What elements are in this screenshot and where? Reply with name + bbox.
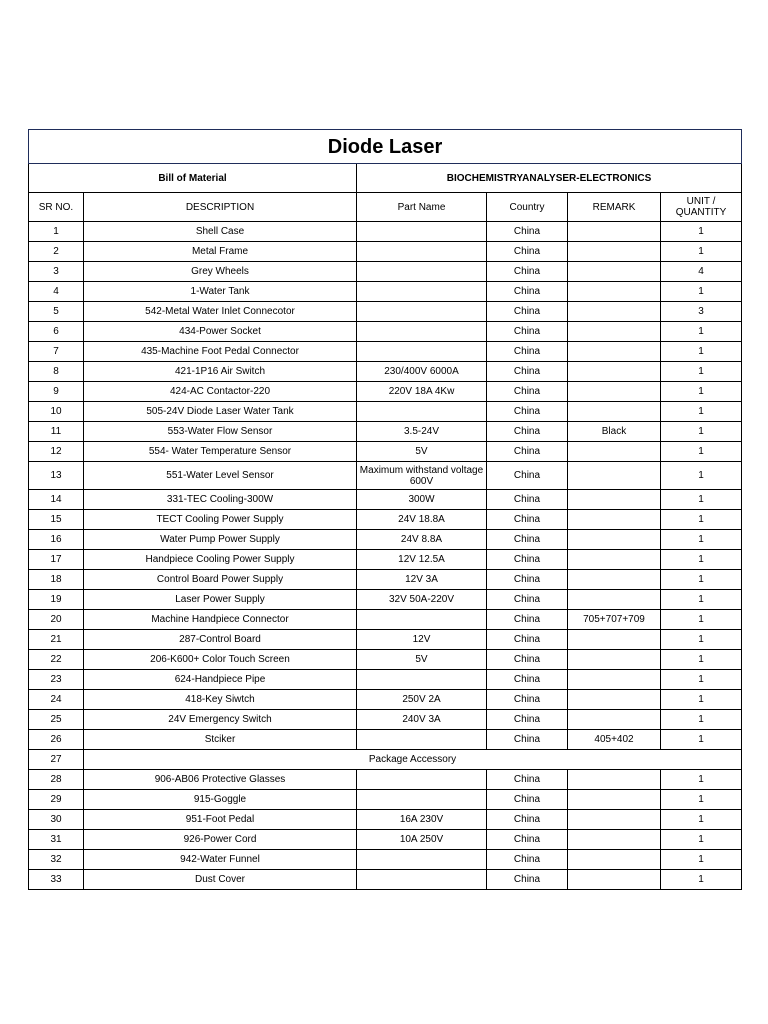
cell-part-name bbox=[357, 770, 487, 790]
cell-description: 418-Key Siwtch bbox=[84, 690, 357, 710]
cell-sr-no: 24 bbox=[29, 690, 84, 710]
cell-description: 951-Foot Pedal bbox=[84, 810, 357, 830]
cell-country: China bbox=[487, 570, 568, 590]
table-row bbox=[29, 262, 742, 282]
table-row bbox=[29, 690, 742, 710]
cell-part-name: 24V 8.8A bbox=[357, 530, 487, 550]
cell-sr-no: 14 bbox=[29, 490, 84, 510]
table-row bbox=[29, 510, 742, 530]
cell-description: 906-AB06 Protective Glasses bbox=[84, 770, 357, 790]
header-remark: REMARK bbox=[568, 193, 661, 222]
table-row bbox=[29, 462, 742, 490]
cell-part-name: 230/400V 6000A bbox=[357, 362, 487, 382]
cell-description: 24V Emergency Switch bbox=[84, 710, 357, 730]
cell-description: 434-Power Socket bbox=[84, 322, 357, 342]
cell-sr-no: 23 bbox=[29, 670, 84, 690]
bom-value: BIOCHEMISTRYANALYSER-ELECTRONICS bbox=[357, 164, 742, 193]
cell-remark bbox=[568, 650, 661, 670]
cell-part-name: 220V 18A 4Kw bbox=[357, 382, 487, 402]
cell-part-name bbox=[357, 262, 487, 282]
cell-quantity: 1 bbox=[661, 530, 742, 550]
cell-country: China bbox=[487, 590, 568, 610]
cell-remark bbox=[568, 222, 661, 242]
cell-description: Control Board Power Supply bbox=[84, 570, 357, 590]
cell-description: 551-Water Level Sensor bbox=[84, 462, 357, 490]
cell-part-name: 16A 230V bbox=[357, 810, 487, 830]
cell-sr-no: 8 bbox=[29, 362, 84, 382]
document-title: Diode Laser bbox=[29, 130, 742, 164]
cell-part-name bbox=[357, 342, 487, 362]
cell-sr-no: 5 bbox=[29, 302, 84, 322]
cell-quantity: 1 bbox=[661, 342, 742, 362]
cell-country: China bbox=[487, 262, 568, 282]
cell-country: China bbox=[487, 670, 568, 690]
table-row bbox=[29, 222, 742, 242]
header-part-name: Part Name bbox=[357, 193, 487, 222]
cell-sr-no: 32 bbox=[29, 850, 84, 870]
cell-sr-no: 6 bbox=[29, 322, 84, 342]
cell-remark: 705+707+709 bbox=[568, 610, 661, 630]
cell-remark bbox=[568, 810, 661, 830]
cell-quantity: 1 bbox=[661, 462, 742, 490]
cell-remark bbox=[568, 770, 661, 790]
cell-sr-no: 21 bbox=[29, 630, 84, 650]
cell-remark bbox=[568, 322, 661, 342]
cell-sr-no: 1 bbox=[29, 222, 84, 242]
cell-country: China bbox=[487, 870, 568, 890]
cell-section-title: Package Accessory bbox=[84, 750, 742, 770]
cell-quantity: 1 bbox=[661, 610, 742, 630]
cell-part-name: 5V bbox=[357, 442, 487, 462]
cell-part-name bbox=[357, 850, 487, 870]
cell-description: 287-Control Board bbox=[84, 630, 357, 650]
cell-description: 553-Water Flow Sensor bbox=[84, 422, 357, 442]
cell-remark bbox=[568, 462, 661, 490]
cell-description: 1-Water Tank bbox=[84, 282, 357, 302]
cell-part-name bbox=[357, 302, 487, 322]
cell-quantity: 1 bbox=[661, 422, 742, 442]
header-country: Country bbox=[487, 193, 568, 222]
table-row bbox=[29, 322, 742, 342]
cell-part-name bbox=[357, 730, 487, 750]
table-row bbox=[29, 442, 742, 462]
cell-remark bbox=[568, 342, 661, 362]
cell-sr-no: 9 bbox=[29, 382, 84, 402]
cell-part-name: Maximum withstand voltage 600V bbox=[357, 462, 487, 490]
cell-quantity: 1 bbox=[661, 630, 742, 650]
cell-part-name bbox=[357, 242, 487, 262]
cell-description: 424-AC Contactor-220 bbox=[84, 382, 357, 402]
cell-part-name bbox=[357, 790, 487, 810]
cell-quantity: 1 bbox=[661, 382, 742, 402]
cell-part-name: 3.5-24V bbox=[357, 422, 487, 442]
cell-remark bbox=[568, 550, 661, 570]
header-unit-quantity bbox=[661, 193, 742, 222]
table-row bbox=[29, 790, 742, 810]
cell-remark bbox=[568, 302, 661, 322]
cell-part-name bbox=[357, 670, 487, 690]
bill-of-material-table bbox=[28, 129, 742, 890]
table-row bbox=[29, 530, 742, 550]
cell-sr-no: 18 bbox=[29, 570, 84, 590]
cell-remark bbox=[568, 382, 661, 402]
table-row bbox=[29, 550, 742, 570]
cell-part-name: 32V 50A-220V bbox=[357, 590, 487, 610]
cell-remark bbox=[568, 630, 661, 650]
cell-sr-no: 19 bbox=[29, 590, 84, 610]
cell-remark bbox=[568, 530, 661, 550]
table-row bbox=[29, 770, 742, 790]
cell-quantity: 1 bbox=[661, 590, 742, 610]
cell-quantity: 1 bbox=[661, 710, 742, 730]
table-row bbox=[29, 590, 742, 610]
cell-quantity: 1 bbox=[661, 442, 742, 462]
table-row bbox=[29, 850, 742, 870]
cell-sr-no: 13 bbox=[29, 462, 84, 490]
cell-remark bbox=[568, 242, 661, 262]
table-row bbox=[29, 402, 742, 422]
table-row bbox=[29, 630, 742, 650]
cell-sr-no: 33 bbox=[29, 870, 84, 890]
cell-sr-no: 11 bbox=[29, 422, 84, 442]
bom-label: Bill of Material bbox=[29, 164, 357, 193]
table-row bbox=[29, 810, 742, 830]
cell-part-name bbox=[357, 610, 487, 630]
cell-part-name: 5V bbox=[357, 650, 487, 670]
cell-sr-no: 20 bbox=[29, 610, 84, 630]
cell-country: China bbox=[487, 630, 568, 650]
cell-sr-no: 29 bbox=[29, 790, 84, 810]
cell-quantity: 1 bbox=[661, 650, 742, 670]
table-row bbox=[29, 282, 742, 302]
cell-sr-no: 25 bbox=[29, 710, 84, 730]
table-row bbox=[29, 382, 742, 402]
cell-country: China bbox=[487, 510, 568, 530]
header-description: DESCRIPTION bbox=[84, 193, 357, 222]
cell-country: China bbox=[487, 730, 568, 750]
cell-country: China bbox=[487, 402, 568, 422]
cell-sr-no: 30 bbox=[29, 810, 84, 830]
cell-sr-no: 22 bbox=[29, 650, 84, 670]
cell-description: Metal Frame bbox=[84, 242, 357, 262]
cell-remark bbox=[568, 510, 661, 530]
table-row bbox=[29, 362, 742, 382]
cell-country: China bbox=[487, 302, 568, 322]
cell-country: China bbox=[487, 422, 568, 442]
title-row bbox=[29, 130, 742, 164]
cell-description: Water Pump Power Supply bbox=[84, 530, 357, 550]
cell-sr-no: 12 bbox=[29, 442, 84, 462]
cell-country: China bbox=[487, 342, 568, 362]
table-row bbox=[29, 710, 742, 730]
cell-description: 942-Water Funnel bbox=[84, 850, 357, 870]
cell-quantity: 3 bbox=[661, 302, 742, 322]
cell-remark bbox=[568, 710, 661, 730]
cell-sr-no: 4 bbox=[29, 282, 84, 302]
table-row bbox=[29, 750, 742, 770]
cell-quantity: 1 bbox=[661, 870, 742, 890]
cell-country: China bbox=[487, 442, 568, 462]
cell-sr-no: 15 bbox=[29, 510, 84, 530]
table-row bbox=[29, 830, 742, 850]
cell-description: Shell Case bbox=[84, 222, 357, 242]
cell-sr-no: 28 bbox=[29, 770, 84, 790]
cell-quantity: 1 bbox=[661, 402, 742, 422]
cell-description: 542-Metal Water Inlet Connecotor bbox=[84, 302, 357, 322]
table-row bbox=[29, 730, 742, 750]
cell-quantity: 1 bbox=[661, 222, 742, 242]
cell-remark bbox=[568, 490, 661, 510]
cell-remark bbox=[568, 590, 661, 610]
table-row bbox=[29, 650, 742, 670]
cell-sr-no: 7 bbox=[29, 342, 84, 362]
cell-sr-no: 27 bbox=[29, 750, 84, 770]
cell-country: China bbox=[487, 462, 568, 490]
cell-quantity: 4 bbox=[661, 262, 742, 282]
cell-part-name: 10A 250V bbox=[357, 830, 487, 850]
cell-remark bbox=[568, 830, 661, 850]
cell-remark: 405+402 bbox=[568, 730, 661, 750]
cell-description: TECT Cooling Power Supply bbox=[84, 510, 357, 530]
cell-country: China bbox=[487, 690, 568, 710]
cell-country: China bbox=[487, 770, 568, 790]
cell-remark bbox=[568, 262, 661, 282]
cell-part-name bbox=[357, 870, 487, 890]
cell-remark bbox=[568, 690, 661, 710]
table-row bbox=[29, 490, 742, 510]
cell-part-name bbox=[357, 222, 487, 242]
cell-remark bbox=[568, 670, 661, 690]
cell-quantity: 1 bbox=[661, 282, 742, 302]
cell-quantity: 1 bbox=[661, 730, 742, 750]
cell-part-name bbox=[357, 282, 487, 302]
cell-part-name: 12V 12.5A bbox=[357, 550, 487, 570]
cell-remark bbox=[568, 442, 661, 462]
cell-country: China bbox=[487, 242, 568, 262]
cell-remark bbox=[568, 790, 661, 810]
header-unit-line2: QUANTITY bbox=[675, 207, 727, 218]
cell-sr-no: 17 bbox=[29, 550, 84, 570]
cell-remark bbox=[568, 282, 661, 302]
table-row bbox=[29, 422, 742, 442]
cell-country: China bbox=[487, 362, 568, 382]
cell-part-name bbox=[357, 402, 487, 422]
cell-description: 331-TEC Cooling-300W bbox=[84, 490, 357, 510]
cell-description: 435-Machine Foot Pedal Connector bbox=[84, 342, 357, 362]
table-row bbox=[29, 342, 742, 362]
header-sr-no: SR NO. bbox=[29, 193, 84, 222]
cell-description: 554- Water Temperature Sensor bbox=[84, 442, 357, 462]
cell-part-name: 250V 2A bbox=[357, 690, 487, 710]
cell-country: China bbox=[487, 790, 568, 810]
cell-quantity: 1 bbox=[661, 810, 742, 830]
cell-sr-no: 26 bbox=[29, 730, 84, 750]
header-unit-line1: UNIT / bbox=[686, 196, 716, 207]
cell-country: China bbox=[487, 830, 568, 850]
cell-description: 915-Goggle bbox=[84, 790, 357, 810]
cell-remark bbox=[568, 870, 661, 890]
cell-quantity: 1 bbox=[661, 690, 742, 710]
cell-quantity: 1 bbox=[661, 770, 742, 790]
cell-quantity: 1 bbox=[661, 850, 742, 870]
column-header-row bbox=[29, 193, 742, 222]
cell-sr-no: 31 bbox=[29, 830, 84, 850]
cell-description: 421-1P16 Air Switch bbox=[84, 362, 357, 382]
cell-country: China bbox=[487, 550, 568, 570]
cell-quantity: 1 bbox=[661, 490, 742, 510]
cell-part-name: 12V 3A bbox=[357, 570, 487, 590]
cell-quantity: 1 bbox=[661, 570, 742, 590]
cell-quantity: 1 bbox=[661, 830, 742, 850]
table-row bbox=[29, 610, 742, 630]
cell-quantity: 1 bbox=[661, 790, 742, 810]
cell-quantity: 1 bbox=[661, 362, 742, 382]
table-row bbox=[29, 870, 742, 890]
cell-quantity: 1 bbox=[661, 242, 742, 262]
cell-remark bbox=[568, 570, 661, 590]
cell-country: China bbox=[487, 322, 568, 342]
cell-part-name: 240V 3A bbox=[357, 710, 487, 730]
cell-country: China bbox=[487, 490, 568, 510]
cell-remark bbox=[568, 362, 661, 382]
cell-remark bbox=[568, 402, 661, 422]
cell-country: China bbox=[487, 530, 568, 550]
cell-remark: Black bbox=[568, 422, 661, 442]
cell-part-name: 12V bbox=[357, 630, 487, 650]
cell-description: Handpiece Cooling Power Supply bbox=[84, 550, 357, 570]
cell-country: China bbox=[487, 710, 568, 730]
cell-sr-no: 3 bbox=[29, 262, 84, 282]
cell-description: 505-24V Diode Laser Water Tank bbox=[84, 402, 357, 422]
cell-part-name: 24V 18.8A bbox=[357, 510, 487, 530]
cell-quantity: 1 bbox=[661, 670, 742, 690]
cell-description: 926-Power Cord bbox=[84, 830, 357, 850]
cell-remark bbox=[568, 850, 661, 870]
table-row bbox=[29, 242, 742, 262]
table-row bbox=[29, 302, 742, 322]
cell-description: Grey Wheels bbox=[84, 262, 357, 282]
cell-country: China bbox=[487, 650, 568, 670]
cell-quantity: 1 bbox=[661, 510, 742, 530]
cell-description: 206-K600+ Color Touch Screen bbox=[84, 650, 357, 670]
cell-description: 624-Handpiece Pipe bbox=[84, 670, 357, 690]
cell-part-name bbox=[357, 322, 487, 342]
cell-country: China bbox=[487, 810, 568, 830]
cell-country: China bbox=[487, 222, 568, 242]
table-row bbox=[29, 670, 742, 690]
cell-quantity: 1 bbox=[661, 550, 742, 570]
cell-country: China bbox=[487, 610, 568, 630]
cell-sr-no: 10 bbox=[29, 402, 84, 422]
cell-description: Stciker bbox=[84, 730, 357, 750]
table-row bbox=[29, 570, 742, 590]
cell-country: China bbox=[487, 850, 568, 870]
cell-quantity: 1 bbox=[661, 322, 742, 342]
cell-description: Machine Handpiece Connector bbox=[84, 610, 357, 630]
cell-part-name: 300W bbox=[357, 490, 487, 510]
cell-description: Dust Cover bbox=[84, 870, 357, 890]
bom-row bbox=[29, 164, 742, 193]
cell-country: China bbox=[487, 282, 568, 302]
cell-country: China bbox=[487, 382, 568, 402]
cell-description: Laser Power Supply bbox=[84, 590, 357, 610]
cell-sr-no: 2 bbox=[29, 242, 84, 262]
cell-sr-no: 16 bbox=[29, 530, 84, 550]
